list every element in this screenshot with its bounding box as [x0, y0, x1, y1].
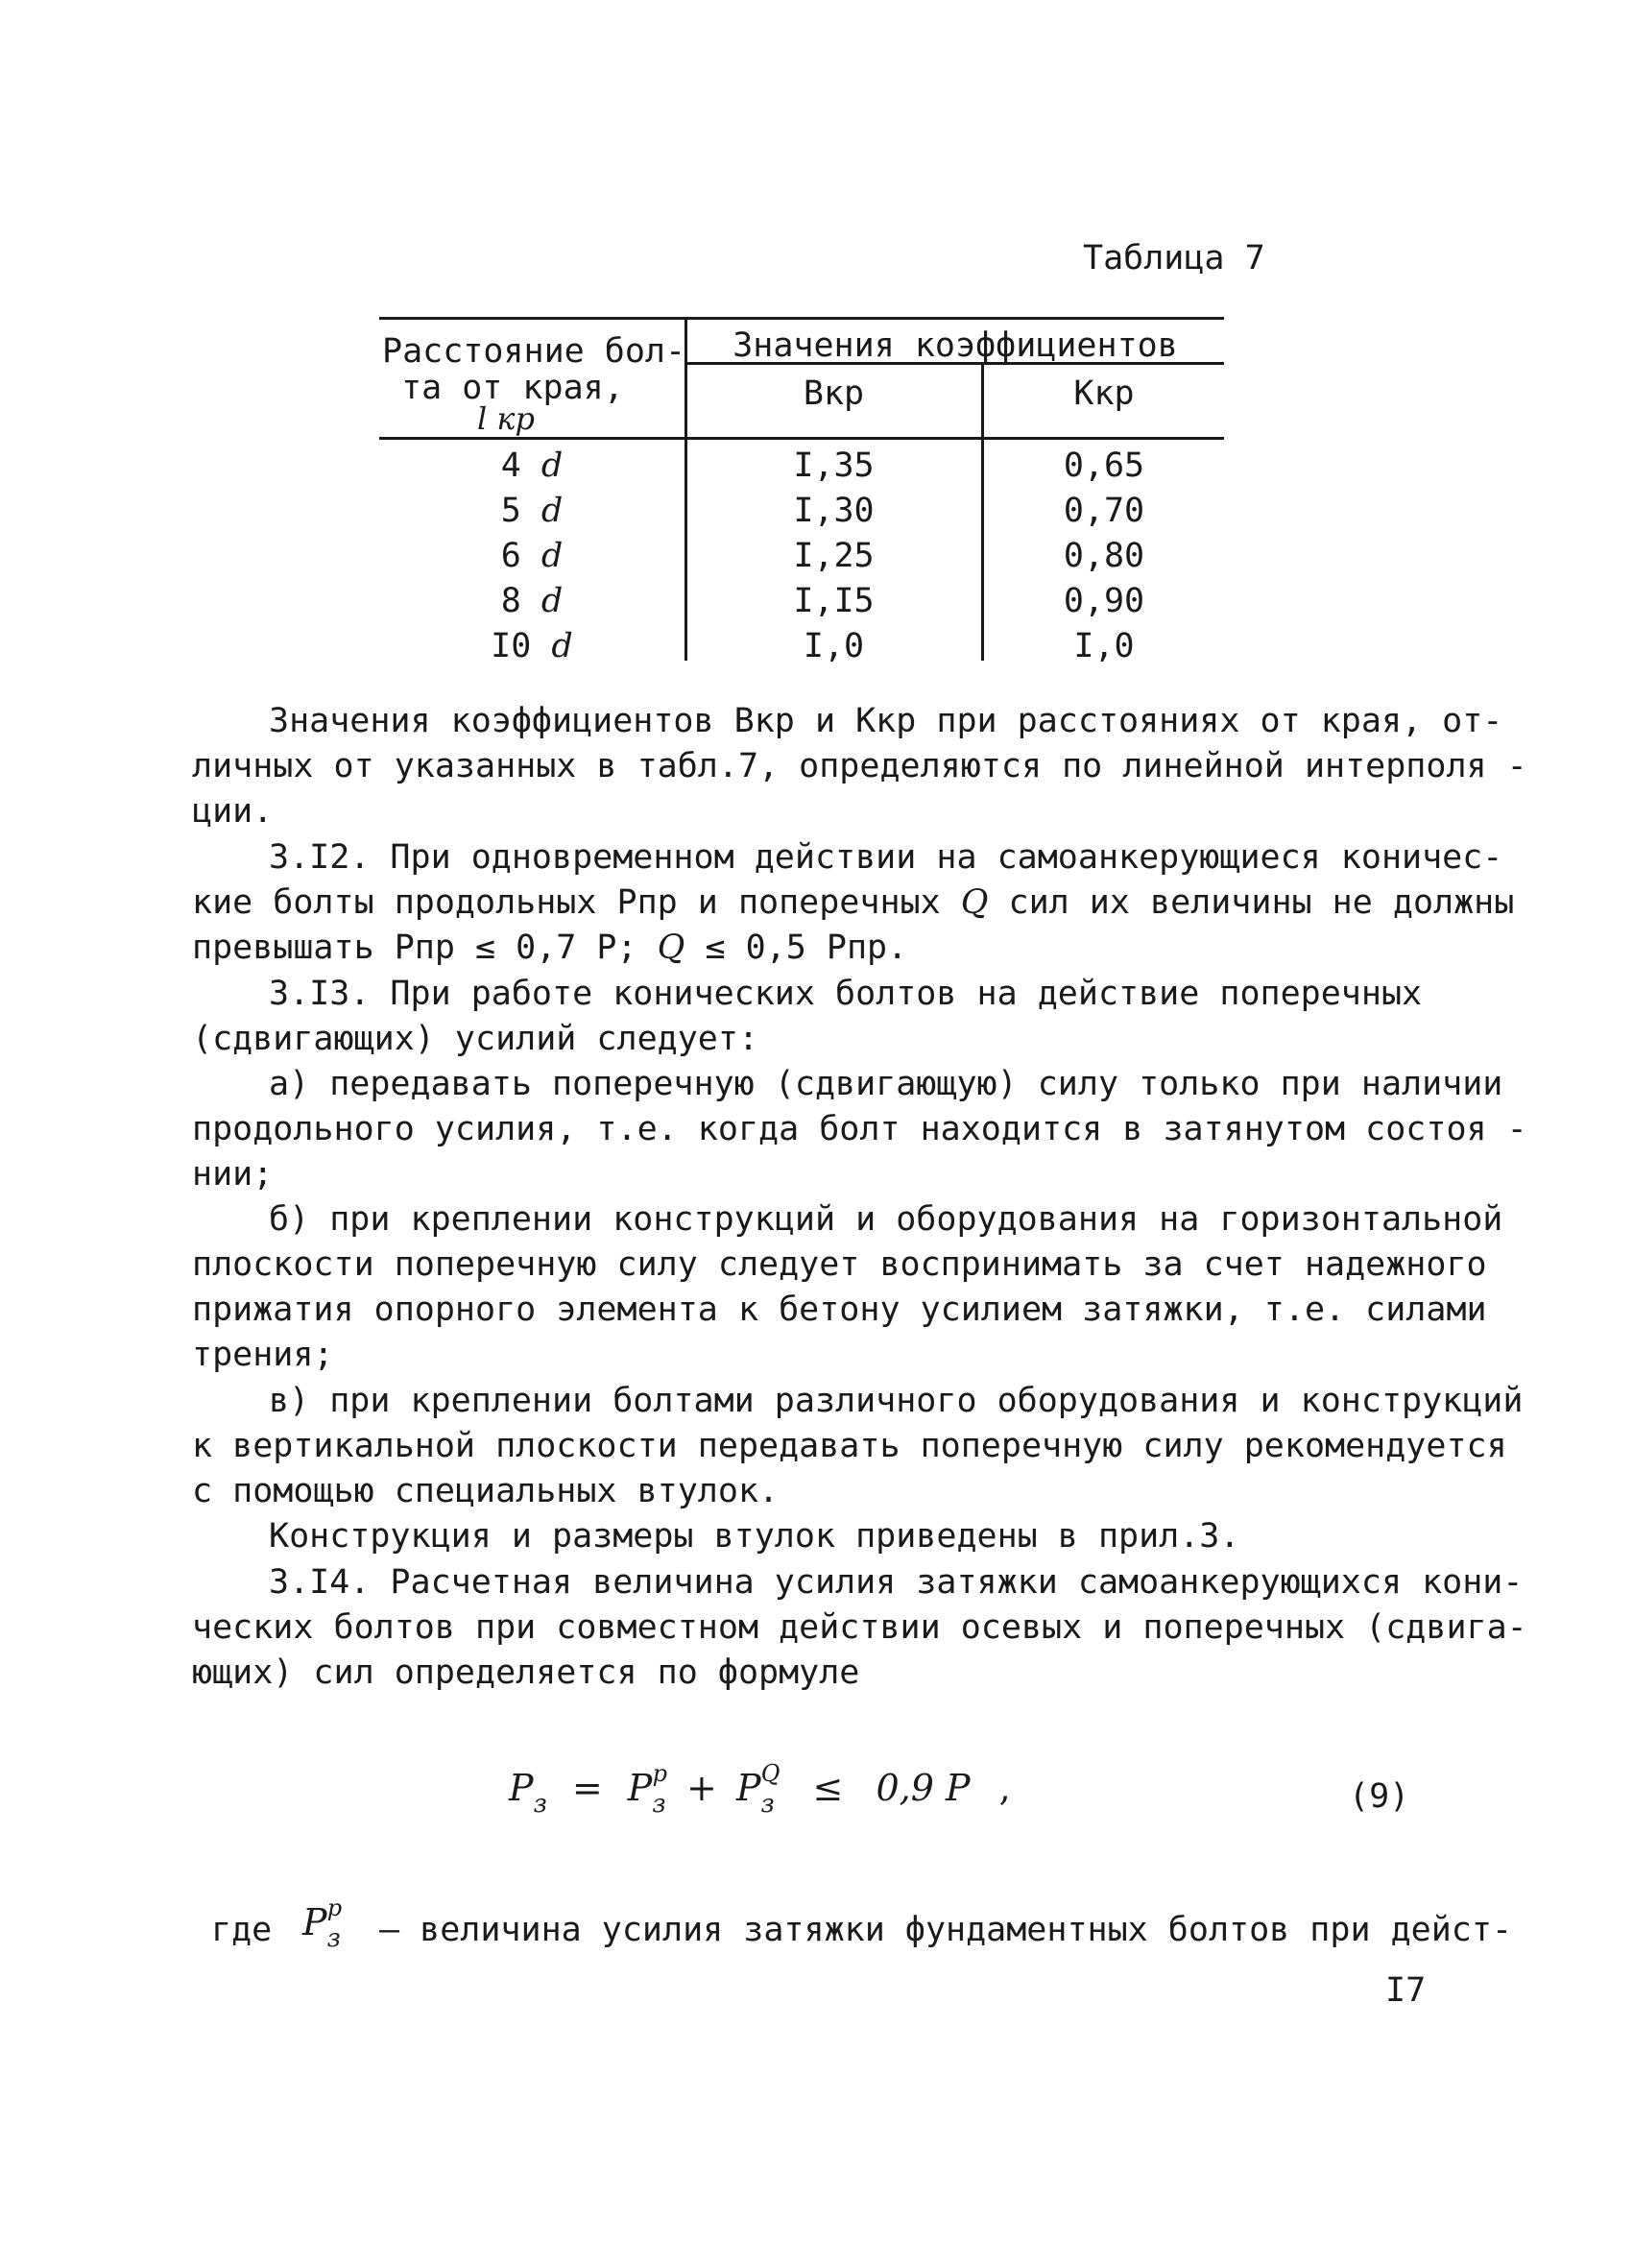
- paragraph-line: в) при креплении болтами различного оборудования и конструкций: [269, 1382, 1524, 1420]
- header-coefficients-group: Значения коэффициентов: [732, 326, 1178, 365]
- row-distance: I0 d: [491, 627, 573, 665]
- header-kkr: Ккр: [1073, 374, 1135, 413]
- row-vkr: I,25: [793, 537, 875, 575]
- paragraph-line: к вертикальной плоскости передавать поперечную силу рекомендуется: [192, 1427, 1507, 1465]
- header-distance-line2: та от края,: [401, 369, 624, 407]
- paragraph-line: Конструкция и размеры втулок приведены в прил.3.: [269, 1517, 1240, 1556]
- paragraph-line: Значения коэффициентов Вкр и Ккр при расстояниях от края, от-: [269, 702, 1503, 740]
- row-distance: 6 d: [500, 537, 564, 575]
- paragraph-line: продольного усилия, т.е. когда болт находится в затянутом состоя -: [192, 1110, 1527, 1148]
- paragraph-line: б) при креплении конструкций и оборудования на горизонтальной: [269, 1200, 1503, 1239]
- row-kkr: I,0: [1073, 627, 1135, 665]
- table-caption: Таблица 7: [1083, 239, 1265, 277]
- row-vkr: I,0: [803, 627, 865, 665]
- paragraph-line: плоскости поперечную силу следует воспринимать за счет надежного: [192, 1245, 1487, 1284]
- header-distance-line1: Расстояние бол-: [382, 332, 686, 371]
- where-text: – величина усилия затяжки фундаментных болтов при дейст-: [379, 1911, 1513, 1949]
- row-vkr: I,I5: [793, 582, 875, 620]
- row-kkr: 0,65: [1063, 446, 1145, 485]
- paragraph-line: ции.: [192, 792, 274, 831]
- row-kkr: 0,90: [1063, 582, 1145, 620]
- row-distance: 4 d: [500, 446, 564, 485]
- paragraph-line: кие болты продольных Рпр и поперечных Q сил их величины не должны: [192, 883, 1515, 922]
- where-symbol: $P_з^р$: [302, 1894, 343, 1953]
- page-number: I7: [1385, 1971, 1427, 2010]
- header-distance-symbol: l кр: [477, 400, 535, 437]
- header-vkr: Вкр: [803, 374, 865, 413]
- paragraph-line: а) передавать поперечную (сдвигающую) силу только при наличии: [269, 1065, 1503, 1103]
- row-distance: 5 d: [500, 492, 564, 530]
- where-label: где: [211, 1911, 273, 1949]
- paragraph-line: ческих болтов при совместном действии осевых и поперечных (сдвига-: [192, 1608, 1527, 1647]
- paragraph-line: прижатия опорного элемента к бетону усилием затяжки, т.е. силами: [192, 1291, 1487, 1329]
- formula-number: (9): [1349, 1777, 1410, 1816]
- paragraph-line: трения;: [192, 1336, 334, 1374]
- paragraph-line: 3.I4. Расчетная величина усилия затяжки самоанкерующихся кони-: [269, 1563, 1524, 1602]
- formula-9: $P_з = P_з^р + P_з^Q \le 0,9$ P ,: [509, 1760, 1011, 1819]
- row-kkr: 0,70: [1063, 492, 1145, 530]
- row-distance: 8 d: [500, 582, 564, 620]
- row-vkr: I,30: [793, 492, 875, 530]
- row-kkr: 0,80: [1063, 537, 1145, 575]
- paragraph-line: 3.I3. При работе конических болтов на действие поперечных: [269, 975, 1423, 1013]
- paragraph-line: ющих) сил определяется по формуле: [192, 1653, 860, 1692]
- paragraph-line: (сдвигающих) усилий следует:: [192, 1020, 759, 1058]
- paragraph-line: превышать Рпр ≤ 0,7 Р; Q ≤ 0,5 Рпр.: [192, 929, 908, 967]
- paragraph-line: 3.I2. При одновременном действии на самоанкерующиеся коничес-: [269, 838, 1503, 877]
- table-top-rule: [379, 317, 1224, 320]
- row-vkr: I,35: [793, 446, 875, 485]
- paragraph-line: с помощью специальных втулок.: [192, 1472, 780, 1510]
- paragraph-line: нии;: [192, 1155, 274, 1194]
- paragraph-line: личных от указанных в табл.7, определяются по линейной интерполя -: [192, 747, 1527, 785]
